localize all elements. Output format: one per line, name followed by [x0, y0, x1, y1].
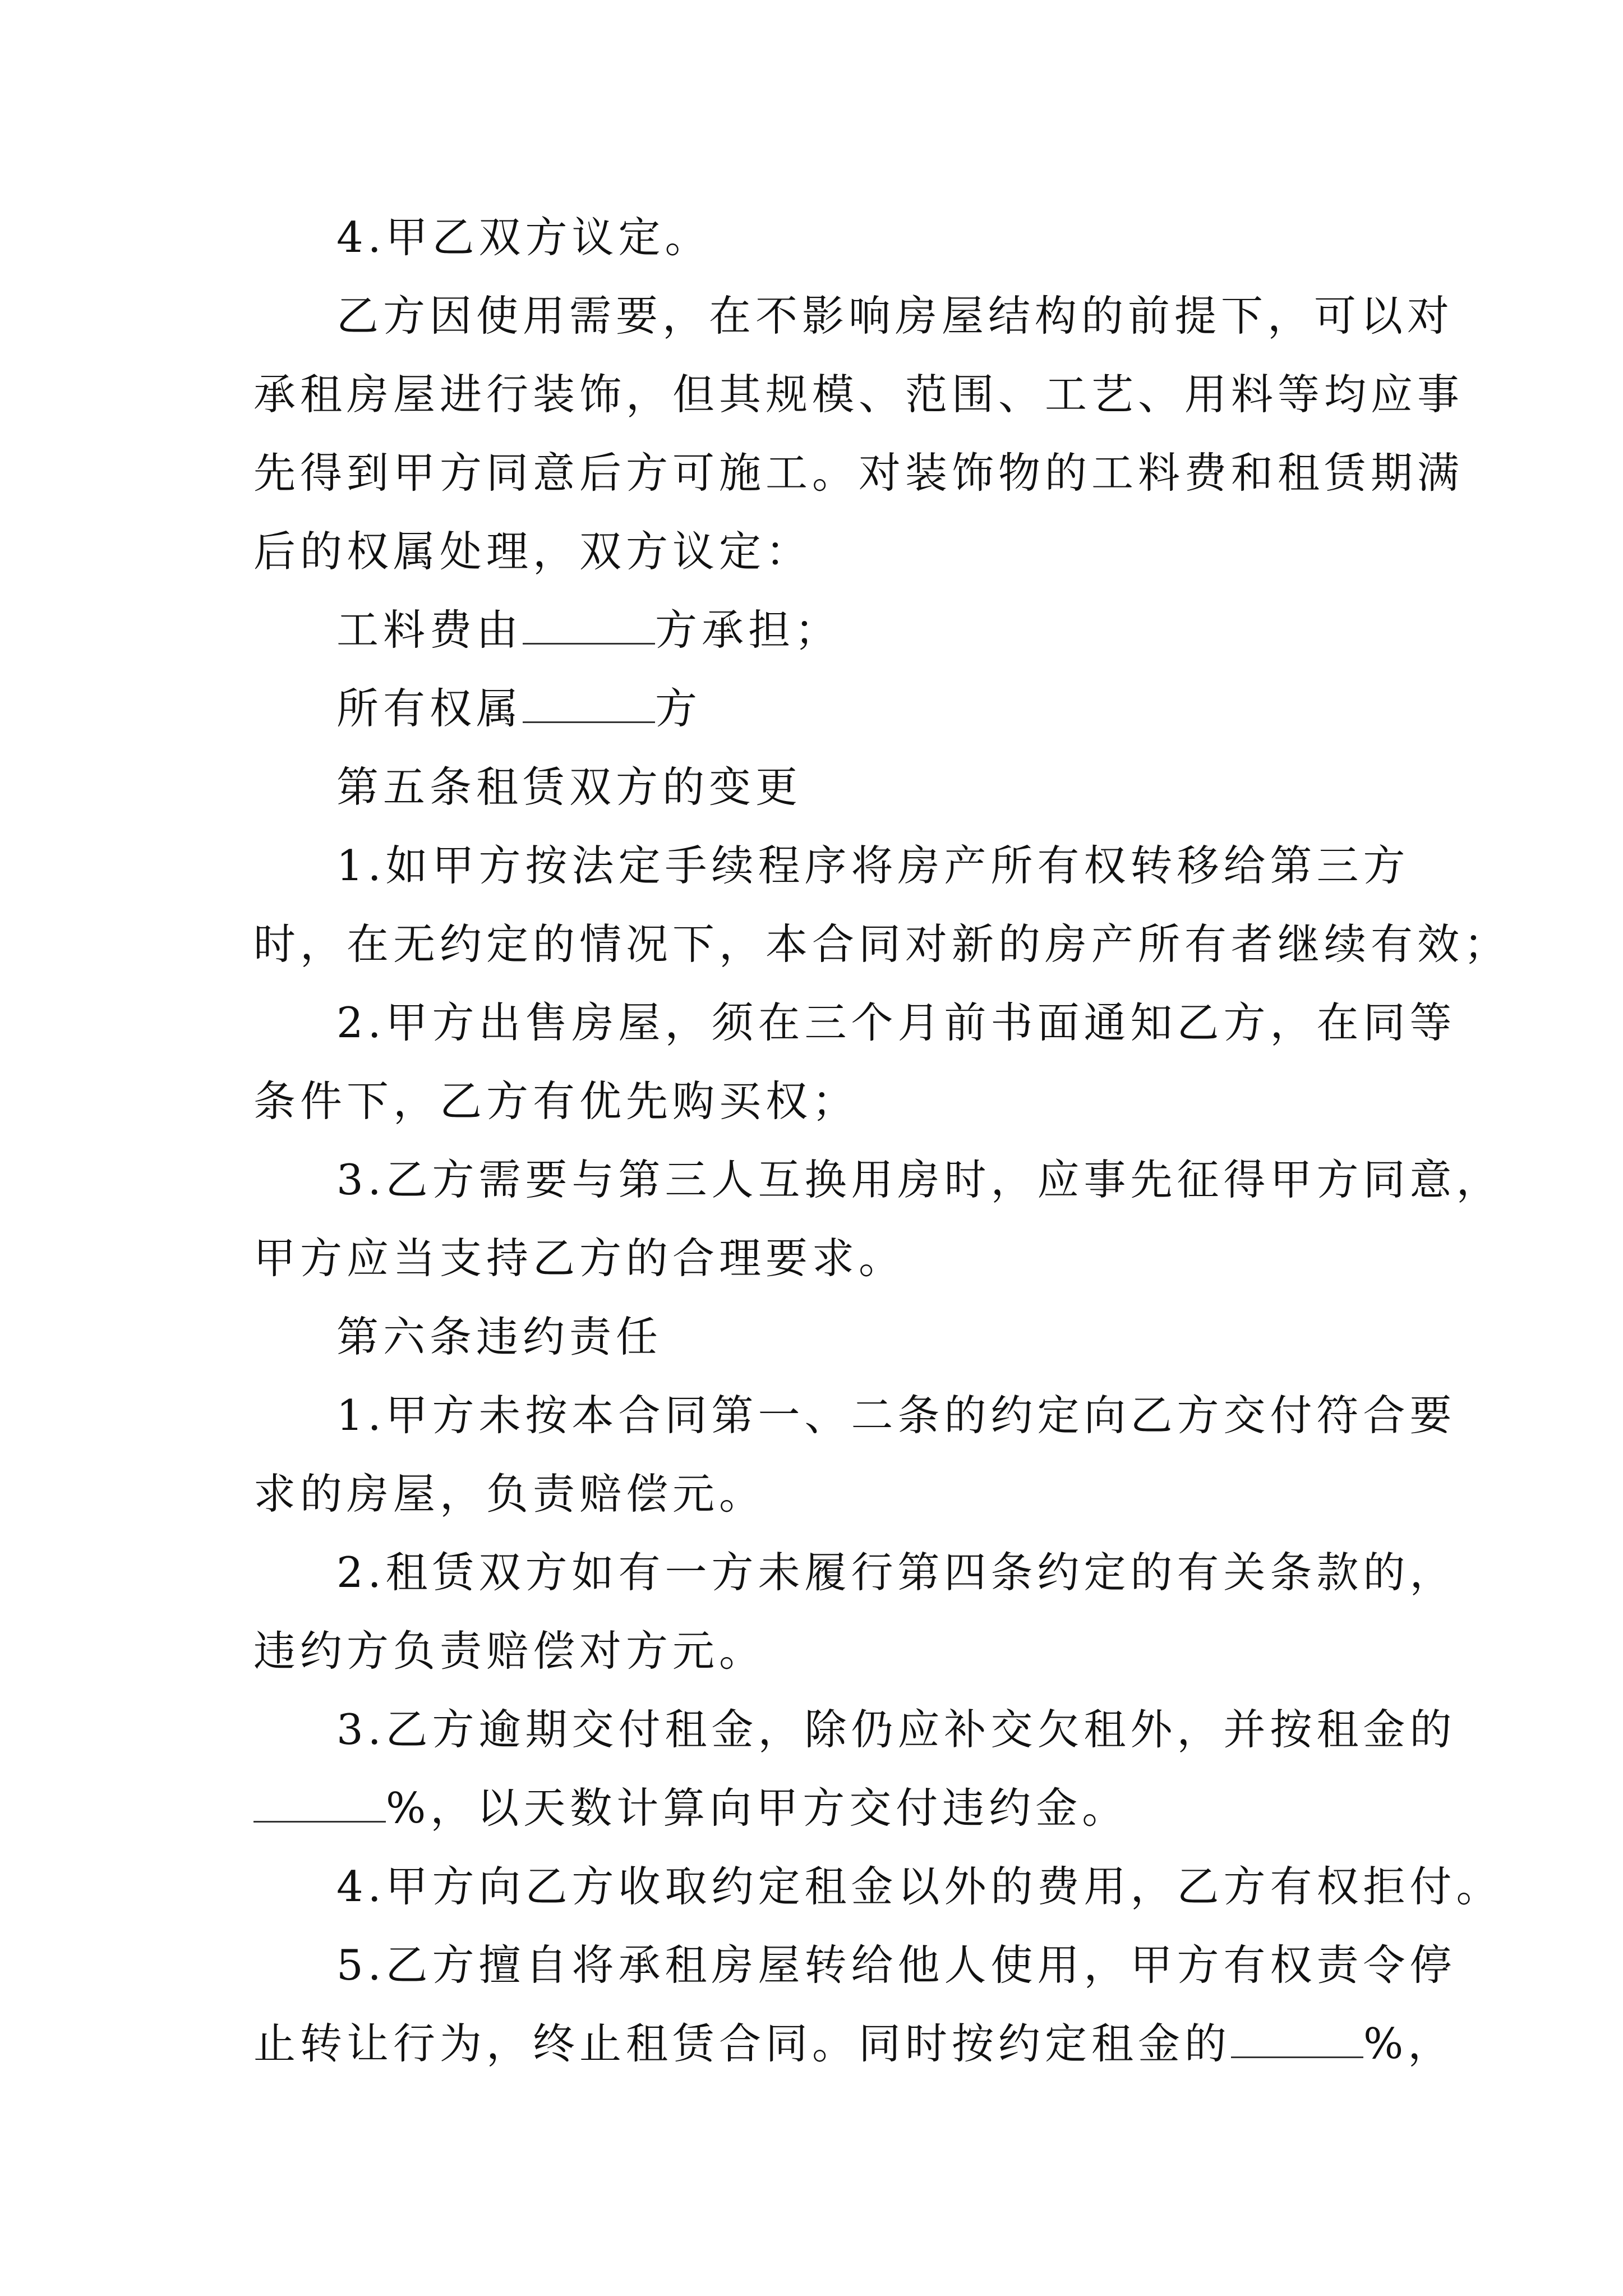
text: 后的权属处理，双方议定：	[253, 527, 813, 576]
text: 止转让行为，终止租赁合同。同时按约定租金的	[253, 2019, 1232, 2068]
text: 4.甲方向乙方收取约定租金以外的费用，乙方有权拒付。	[336, 1862, 1503, 1911]
text: 3.乙方需要与第三人互换用房时，应事先征得甲方同意，	[336, 1155, 1503, 1204]
fill-in-blank	[523, 605, 655, 645]
text: 1.如甲方按法定手续程序将房产所有权转移给第三方	[336, 841, 1410, 890]
text: 所有权属	[336, 684, 523, 733]
text: 方	[655, 684, 702, 733]
paragraph-line	[253, 1227, 1398, 1289]
paragraph-line	[336, 206, 1398, 268]
paragraph-line	[253, 364, 1464, 425]
paragraph-line	[253, 2013, 1455, 2074]
text: 第五条租赁双方的变更	[336, 762, 803, 812]
paragraph-line	[253, 442, 1464, 504]
paragraph-line	[253, 1620, 1398, 1682]
fill-in-blank	[1231, 2018, 1363, 2058]
text: 第六条违约责任	[336, 1312, 663, 1361]
text: 工料费由	[336, 605, 523, 655]
paragraph-line	[336, 678, 1398, 739]
paragraph-line	[253, 913, 1511, 975]
text: 2.租赁双方如有一方未履行第四条约定的有关条款的，	[336, 1548, 1456, 1597]
text: 乙方因使用需要，在不影响房屋结构的前提下，可以对	[336, 291, 1454, 341]
text: 1.甲方未按本合同第一、二条的约定向乙方交付符合要	[336, 1391, 1456, 1440]
paragraph-line	[336, 1934, 1456, 1996]
paragraph-line	[336, 1149, 1503, 1211]
paragraph-line	[336, 1699, 1456, 1760]
paragraph-line	[253, 1463, 1398, 1525]
paragraph-line	[336, 835, 1410, 896]
text: 方承担；	[655, 605, 842, 655]
text: 甲方应当支持乙方的合理要求。	[253, 1234, 906, 1283]
fill-in-blank	[253, 1783, 386, 1823]
paragraph-line	[336, 285, 1454, 347]
paragraph-line	[336, 599, 1398, 661]
text: 违约方负责赔偿对方元。	[253, 1626, 766, 1676]
section-heading	[336, 756, 1398, 818]
text: 先得到甲方同意后方可施工。对装饰物的工料费和租赁期满	[253, 448, 1464, 498]
text: 4.甲乙双方议定。	[336, 213, 712, 262]
text: 条件下，乙方有优先购买权；	[253, 1076, 859, 1126]
text: 2.甲方出售房屋，须在三个月前书面通知乙方，在同等	[336, 998, 1456, 1047]
text: 求的房屋，负责赔偿元。	[253, 1469, 766, 1519]
paragraph-line	[336, 1856, 1503, 1917]
fill-in-blank	[523, 683, 655, 723]
paragraph-line	[336, 992, 1456, 1053]
text: %，以天数计算向甲方交付违约金。	[386, 1783, 1129, 1833]
text: 5.乙方擅自将承租房屋转给他人使用，甲方有权责令停	[336, 1940, 1456, 1990]
text: 时，在无约定的情况下，本合同对新的房产所有者继续有效；	[253, 919, 1511, 969]
paragraph-line	[336, 1542, 1456, 1603]
text: 承租房屋进行装饰，但其规模、范围、工艺、用料等均应事	[253, 370, 1464, 419]
paragraph-line	[253, 1070, 1398, 1132]
text: %，	[1363, 2019, 1455, 2068]
paragraph-line	[336, 1384, 1456, 1446]
paragraph-line	[253, 1777, 1398, 1839]
section-heading	[336, 1306, 1398, 1368]
paragraph-line	[253, 521, 1398, 582]
text: 3.乙方逾期交付租金，除仍应补交欠租外，并按租金的	[336, 1705, 1456, 1754]
